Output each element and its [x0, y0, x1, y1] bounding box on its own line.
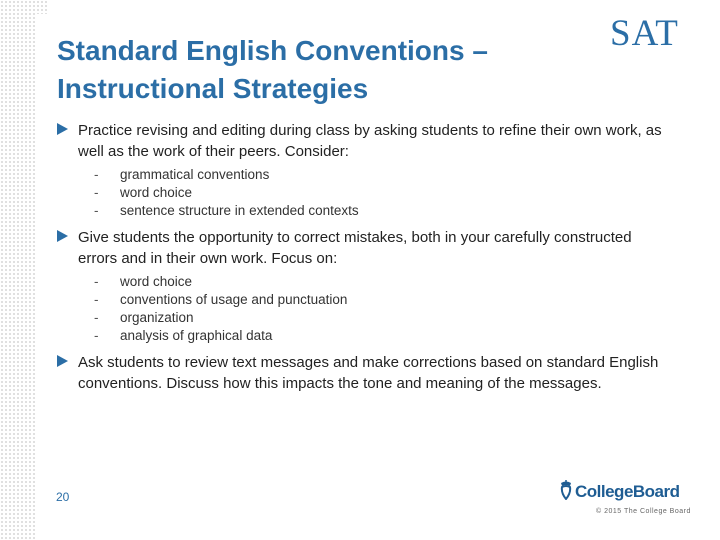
- dotted-margin-decoration: [0, 0, 36, 540]
- bullet-text: Ask students to review text messages and make corrections based on standard English conventions. Discuss how this impacts the tone and meaning of the messages.: [78, 354, 659, 392]
- triangle-arrow-icon: [57, 230, 68, 242]
- triangle-arrow-icon: [57, 123, 68, 135]
- sub-list: [78, 273, 666, 345]
- slide-title-line-1: Standard English Conventions –: [57, 35, 488, 66]
- bullet-text: Practice revising and editing during class by asking students to refine their own work, as well as the work of their peers. Consider:: [78, 122, 662, 160]
- slide-title-line-2: Instructional Strategies: [57, 73, 369, 104]
- sub-list-item: - organization: [78, 309, 666, 327]
- acorn-icon: [558, 480, 574, 500]
- triangle-arrow-icon: [57, 355, 68, 367]
- slide-content: [56, 120, 666, 401]
- sub-list-item: - grammatical conventions: [78, 166, 666, 184]
- sub-list-item: - sentence structure in extended contexts: [78, 202, 666, 220]
- sub-list-item: - word choice: [78, 273, 666, 291]
- bullet-item: [56, 120, 666, 220]
- bullet-item: [56, 352, 666, 394]
- collegeboard-wordmark: CollegeBoard: [575, 482, 680, 501]
- bullet-item: [56, 227, 666, 345]
- sub-list: [78, 166, 666, 220]
- slide-title: [57, 32, 577, 108]
- dotted-corner-decoration: [36, 0, 48, 14]
- copyright-notice: © 2015 The College Board: [596, 508, 691, 515]
- page-number: 20: [56, 490, 70, 504]
- sub-list-item: - analysis of graphical data: [78, 327, 666, 345]
- sub-list-item: - word choice: [78, 184, 666, 202]
- sub-list-item: - conventions of usage and punctuation: [78, 291, 666, 309]
- bullet-text: Give students the opportunity to correct mistakes, both in your carefully constructed errors and in their own work. Focus on:: [78, 229, 632, 267]
- sat-logo: SAT: [610, 13, 679, 54]
